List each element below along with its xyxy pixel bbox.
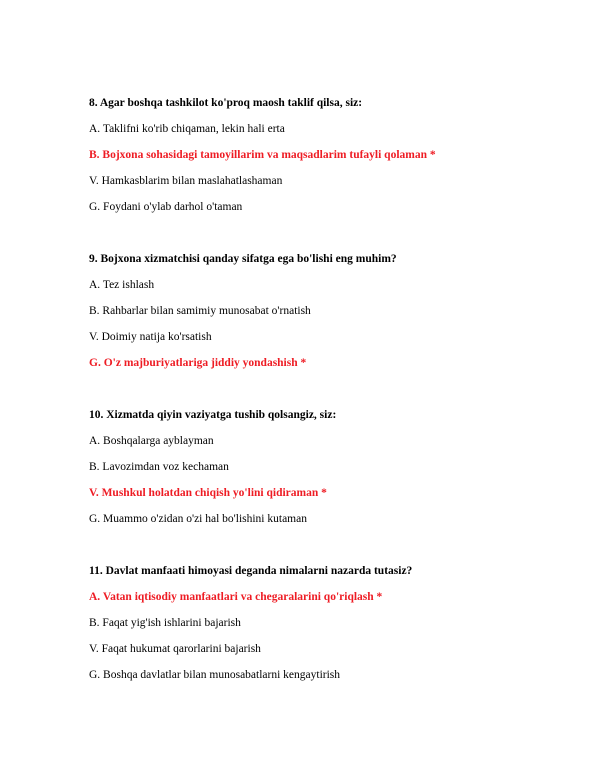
- question-text: 8. Agar boshqa tashkilot ko'proq maosh taklif qilsa, siz:: [89, 97, 363, 109]
- question-text: 10. Xizmatda qiyin vaziyatga tushib qolsangiz, siz:: [89, 409, 337, 421]
- question-block-10: [89, 408, 559, 526]
- option-g: G. Boshqa davlatlar bilan munosabatlarni kengaytirish: [89, 669, 341, 681]
- option-b: B. Rahbarlar bilan samimiy munosabat o'rnatish: [89, 305, 311, 317]
- option-v-correct: V. Mushkul holatdan chiqish yo'lini qidiraman *: [89, 487, 327, 499]
- option-v: V. Faqat hukumat qarorlarini bajarish: [89, 643, 261, 655]
- question-text: 9. Bojxona xizmatchisi qanday sifatga ega bo'lishi eng muhim?: [89, 253, 397, 265]
- option-a: A. Boshqalarga ayblayman: [89, 435, 214, 447]
- option-v: V. Doimiy natija ko'rsatish: [89, 331, 212, 343]
- option-g: G. Foydani o'ylab darhol o'taman: [89, 201, 243, 213]
- option-b: B. Faqat yig'ish ishlarini bajarish: [89, 617, 241, 629]
- question-block-8: [89, 96, 559, 214]
- option-b-correct: B. Bojxona sohasidagi tamoyillarim va maqsadlarim tufayli qolaman *: [89, 149, 436, 161]
- option-a: A. Tez ishlash: [89, 279, 155, 291]
- option-a: A. Taklifni ko'rib chiqaman, lekin hali erta: [89, 123, 285, 135]
- option-g: G. Muammo o'zidan o'zi hal bo'lishini kutaman: [89, 513, 307, 525]
- option-g-correct: G. O'z majburiyatlariga jiddiy yondashish *: [89, 357, 307, 369]
- option-a-correct: A. Vatan iqtisodiy manfaatlari va chegaralarini qo'riqlash *: [89, 591, 383, 603]
- question-text: 11. Davlat manfaati himoyasi deganda nimalarni nazarda tutasiz?: [89, 565, 413, 577]
- option-b: B. Lavozimdan voz kechaman: [89, 461, 229, 473]
- option-v: V. Hamkasblarim bilan maslahatlashaman: [89, 175, 283, 187]
- question-block-9: [89, 252, 559, 370]
- question-block-11: [89, 564, 559, 682]
